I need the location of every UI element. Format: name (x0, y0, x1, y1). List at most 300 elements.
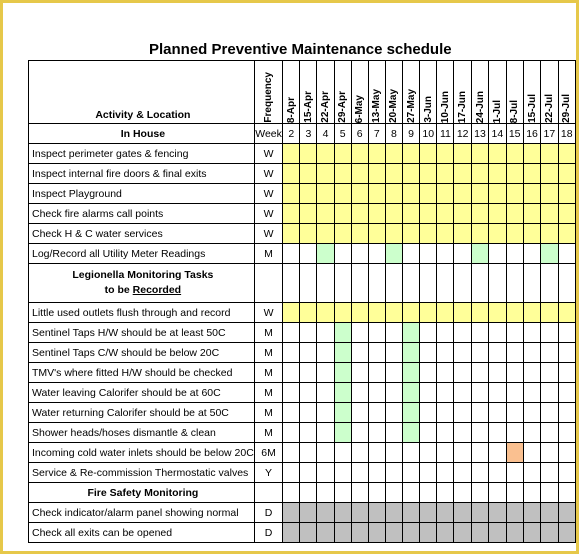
schedule-cell[interactable] (454, 403, 471, 423)
scheduled-cell[interactable] (402, 383, 419, 403)
schedule-cell[interactable] (523, 244, 540, 264)
scheduled-cell[interactable] (489, 204, 506, 224)
schedule-cell[interactable] (420, 244, 437, 264)
schedule-cell[interactable] (385, 323, 402, 343)
task-frequency[interactable]: D (254, 523, 283, 543)
schedule-cell[interactable] (471, 443, 488, 463)
schedule-cell[interactable] (283, 443, 300, 463)
scheduled-cell[interactable] (334, 164, 351, 184)
schedule-cell[interactable] (334, 443, 351, 463)
scheduled-cell[interactable] (300, 523, 317, 543)
scheduled-cell[interactable] (558, 303, 575, 323)
scheduled-cell[interactable] (351, 164, 368, 184)
empty-cell[interactable] (489, 483, 506, 503)
scheduled-cell[interactable] (541, 164, 558, 184)
schedule-cell[interactable] (541, 463, 558, 483)
schedule-cell[interactable] (558, 423, 575, 443)
schedule-cell[interactable] (523, 383, 540, 403)
schedule-cell[interactable] (368, 343, 385, 363)
schedule-cell[interactable] (437, 323, 454, 343)
schedule-cell[interactable] (506, 244, 523, 264)
scheduled-cell[interactable] (471, 184, 488, 204)
empty-cell[interactable] (541, 483, 558, 503)
schedule-cell[interactable] (300, 363, 317, 383)
scheduled-cell[interactable] (368, 523, 385, 543)
scheduled-cell[interactable] (489, 503, 506, 523)
empty-cell[interactable] (317, 483, 334, 503)
scheduled-cell[interactable] (334, 303, 351, 323)
scheduled-cell[interactable] (368, 204, 385, 224)
scheduled-cell[interactable] (523, 144, 540, 164)
schedule-cell[interactable] (334, 463, 351, 483)
schedule-cell[interactable] (351, 443, 368, 463)
empty-cell[interactable] (541, 264, 558, 303)
schedule-cell[interactable] (300, 463, 317, 483)
schedule-cell[interactable] (420, 423, 437, 443)
schedule-cell[interactable] (437, 343, 454, 363)
scheduled-cell[interactable] (523, 184, 540, 204)
schedule-cell[interactable] (437, 423, 454, 443)
scheduled-cell[interactable] (317, 204, 334, 224)
schedule-cell[interactable] (489, 423, 506, 443)
scheduled-cell[interactable] (471, 303, 488, 323)
scheduled-cell[interactable] (283, 184, 300, 204)
schedule-cell[interactable] (437, 244, 454, 264)
scheduled-cell[interactable] (385, 523, 402, 543)
empty-cell[interactable] (283, 264, 300, 303)
schedule-cell[interactable] (351, 363, 368, 383)
scheduled-cell[interactable] (558, 164, 575, 184)
schedule-cell[interactable] (541, 443, 558, 463)
scheduled-cell[interactable] (437, 204, 454, 224)
schedule-cell[interactable] (368, 323, 385, 343)
task-activity[interactable]: Inspect internal fire doors & final exits (29, 164, 255, 184)
schedule-cell[interactable] (471, 343, 488, 363)
schedule-cell[interactable] (420, 323, 437, 343)
scheduled-cell[interactable] (351, 144, 368, 164)
schedule-cell[interactable] (489, 443, 506, 463)
scheduled-cell[interactable] (402, 323, 419, 343)
scheduled-cell[interactable] (385, 164, 402, 184)
task-activity[interactable]: Inspect perimeter gates & fencing (29, 144, 255, 164)
schedule-cell[interactable] (541, 343, 558, 363)
task-frequency[interactable]: D (254, 503, 283, 523)
scheduled-cell[interactable] (317, 184, 334, 204)
schedule-cell[interactable] (402, 443, 419, 463)
empty-cell[interactable] (283, 483, 300, 503)
empty-cell[interactable] (317, 264, 334, 303)
scheduled-cell[interactable] (385, 224, 402, 244)
scheduled-cell[interactable] (402, 523, 419, 543)
task-frequency[interactable]: M (254, 383, 283, 403)
schedule-cell[interactable] (351, 463, 368, 483)
scheduled-cell[interactable] (506, 184, 523, 204)
schedule-cell[interactable] (471, 363, 488, 383)
schedule-cell[interactable] (300, 383, 317, 403)
scheduled-cell[interactable] (523, 303, 540, 323)
schedule-cell[interactable] (385, 423, 402, 443)
scheduled-cell[interactable] (317, 144, 334, 164)
empty-cell[interactable] (300, 483, 317, 503)
scheduled-cell[interactable] (300, 184, 317, 204)
scheduled-cell[interactable] (402, 164, 419, 184)
schedule-cell[interactable] (283, 463, 300, 483)
schedule-cell[interactable] (283, 403, 300, 423)
schedule-cell[interactable] (454, 343, 471, 363)
scheduled-cell[interactable] (471, 224, 488, 244)
schedule-cell[interactable] (437, 383, 454, 403)
scheduled-cell[interactable] (283, 303, 300, 323)
scheduled-cell[interactable] (402, 204, 419, 224)
scheduled-cell[interactable] (558, 523, 575, 543)
schedule-cell[interactable] (385, 443, 402, 463)
scheduled-cell[interactable] (541, 184, 558, 204)
empty-cell[interactable] (523, 264, 540, 303)
scheduled-cell[interactable] (541, 303, 558, 323)
empty-cell[interactable] (437, 483, 454, 503)
schedule-cell[interactable] (368, 363, 385, 383)
schedule-cell[interactable] (558, 343, 575, 363)
scheduled-cell[interactable] (300, 204, 317, 224)
scheduled-cell[interactable] (334, 383, 351, 403)
scheduled-cell[interactable] (454, 184, 471, 204)
schedule-cell[interactable] (541, 323, 558, 343)
empty-cell[interactable] (420, 483, 437, 503)
schedule-cell[interactable] (489, 403, 506, 423)
scheduled-cell[interactable] (541, 503, 558, 523)
schedule-cell[interactable] (420, 443, 437, 463)
scheduled-cell[interactable] (385, 204, 402, 224)
empty-cell[interactable] (254, 264, 283, 303)
schedule-cell[interactable] (523, 403, 540, 423)
scheduled-cell[interactable] (317, 224, 334, 244)
task-frequency[interactable]: W (254, 164, 283, 184)
empty-cell[interactable] (454, 264, 471, 303)
schedule-cell[interactable] (283, 423, 300, 443)
scheduled-cell[interactable] (506, 224, 523, 244)
schedule-cell[interactable] (523, 323, 540, 343)
schedule-cell[interactable] (558, 443, 575, 463)
schedule-cell[interactable] (300, 323, 317, 343)
scheduled-cell[interactable] (541, 523, 558, 543)
scheduled-cell[interactable] (420, 224, 437, 244)
schedule-cell[interactable] (558, 363, 575, 383)
scheduled-cell[interactable] (471, 244, 488, 264)
scheduled-cell[interactable] (300, 503, 317, 523)
scheduled-cell[interactable] (351, 184, 368, 204)
scheduled-cell[interactable] (489, 224, 506, 244)
scheduled-cell[interactable] (506, 164, 523, 184)
scheduled-cell[interactable] (334, 343, 351, 363)
empty-cell[interactable] (300, 264, 317, 303)
scheduled-cell[interactable] (300, 144, 317, 164)
task-frequency[interactable]: M (254, 423, 283, 443)
schedule-cell[interactable] (317, 343, 334, 363)
scheduled-cell[interactable] (402, 403, 419, 423)
scheduled-cell[interactable] (523, 224, 540, 244)
schedule-cell[interactable] (489, 343, 506, 363)
empty-cell[interactable] (351, 264, 368, 303)
schedule-cell[interactable] (506, 423, 523, 443)
schedule-cell[interactable] (368, 443, 385, 463)
scheduled-cell[interactable] (385, 184, 402, 204)
schedule-cell[interactable] (420, 403, 437, 423)
task-activity[interactable]: Water returning Calorifer should be at 50C (29, 403, 255, 423)
schedule-cell[interactable] (420, 383, 437, 403)
scheduled-cell[interactable] (437, 224, 454, 244)
task-frequency[interactable]: M (254, 244, 283, 264)
scheduled-cell[interactable] (471, 204, 488, 224)
scheduled-cell[interactable] (300, 164, 317, 184)
scheduled-cell[interactable] (334, 503, 351, 523)
task-activity[interactable]: Inspect Playground (29, 184, 255, 204)
task-frequency[interactable]: W (254, 184, 283, 204)
task-frequency[interactable]: M (254, 363, 283, 383)
empty-cell[interactable] (368, 264, 385, 303)
schedule-cell[interactable] (506, 363, 523, 383)
schedule-cell[interactable] (351, 323, 368, 343)
scheduled-cell[interactable] (283, 164, 300, 184)
scheduled-cell[interactable] (558, 224, 575, 244)
scheduled-cell[interactable] (402, 343, 419, 363)
schedule-cell[interactable] (368, 244, 385, 264)
empty-cell[interactable] (334, 483, 351, 503)
schedule-cell[interactable] (489, 383, 506, 403)
empty-cell[interactable] (523, 483, 540, 503)
scheduled-cell[interactable] (437, 303, 454, 323)
scheduled-cell[interactable] (506, 204, 523, 224)
schedule-cell[interactable] (471, 423, 488, 443)
empty-cell[interactable] (454, 483, 471, 503)
scheduled-cell[interactable] (506, 503, 523, 523)
schedule-cell[interactable] (351, 383, 368, 403)
scheduled-cell[interactable] (300, 224, 317, 244)
scheduled-cell[interactable] (506, 443, 523, 463)
schedule-cell[interactable] (283, 383, 300, 403)
task-activity[interactable]: Log/Record all Utility Meter Readings (29, 244, 255, 264)
schedule-cell[interactable] (317, 443, 334, 463)
scheduled-cell[interactable] (471, 523, 488, 543)
schedule-cell[interactable] (385, 363, 402, 383)
schedule-cell[interactable] (300, 403, 317, 423)
scheduled-cell[interactable] (351, 204, 368, 224)
scheduled-cell[interactable] (454, 164, 471, 184)
scheduled-cell[interactable] (454, 503, 471, 523)
scheduled-cell[interactable] (437, 164, 454, 184)
schedule-cell[interactable] (506, 383, 523, 403)
schedule-cell[interactable] (420, 463, 437, 483)
schedule-cell[interactable] (506, 343, 523, 363)
scheduled-cell[interactable] (437, 523, 454, 543)
schedule-cell[interactable] (454, 423, 471, 443)
schedule-cell[interactable] (283, 244, 300, 264)
schedule-cell[interactable] (541, 383, 558, 403)
schedule-cell[interactable] (558, 383, 575, 403)
schedule-cell[interactable] (437, 403, 454, 423)
scheduled-cell[interactable] (506, 144, 523, 164)
schedule-cell[interactable] (300, 423, 317, 443)
scheduled-cell[interactable] (402, 144, 419, 164)
schedule-cell[interactable] (506, 323, 523, 343)
schedule-cell[interactable] (454, 323, 471, 343)
schedule-cell[interactable] (454, 363, 471, 383)
schedule-cell[interactable] (402, 244, 419, 264)
scheduled-cell[interactable] (385, 144, 402, 164)
schedule-cell[interactable] (437, 443, 454, 463)
scheduled-cell[interactable] (420, 303, 437, 323)
scheduled-cell[interactable] (437, 503, 454, 523)
scheduled-cell[interactable] (402, 224, 419, 244)
schedule-cell[interactable] (471, 323, 488, 343)
scheduled-cell[interactable] (420, 144, 437, 164)
scheduled-cell[interactable] (283, 224, 300, 244)
schedule-cell[interactable] (385, 343, 402, 363)
scheduled-cell[interactable] (471, 503, 488, 523)
schedule-cell[interactable] (368, 383, 385, 403)
scheduled-cell[interactable] (334, 363, 351, 383)
empty-cell[interactable] (351, 483, 368, 503)
scheduled-cell[interactable] (523, 523, 540, 543)
empty-cell[interactable] (254, 483, 283, 503)
schedule-cell[interactable] (351, 423, 368, 443)
scheduled-cell[interactable] (368, 144, 385, 164)
schedule-cell[interactable] (300, 244, 317, 264)
schedule-cell[interactable] (300, 343, 317, 363)
schedule-cell[interactable] (368, 403, 385, 423)
schedule-cell[interactable] (317, 323, 334, 343)
empty-cell[interactable] (385, 483, 402, 503)
task-activity[interactable]: Check indicator/alarm panel showing normal (29, 503, 255, 523)
scheduled-cell[interactable] (334, 403, 351, 423)
schedule-cell[interactable] (489, 323, 506, 343)
scheduled-cell[interactable] (558, 204, 575, 224)
task-activity[interactable]: Check fire alarms call points (29, 204, 255, 224)
schedule-cell[interactable] (420, 343, 437, 363)
schedule-cell[interactable] (471, 403, 488, 423)
task-frequency[interactable]: Y (254, 463, 283, 483)
scheduled-cell[interactable] (471, 144, 488, 164)
scheduled-cell[interactable] (334, 204, 351, 224)
scheduled-cell[interactable] (402, 503, 419, 523)
schedule-cell[interactable] (351, 244, 368, 264)
scheduled-cell[interactable] (558, 503, 575, 523)
scheduled-cell[interactable] (368, 164, 385, 184)
empty-cell[interactable] (506, 483, 523, 503)
scheduled-cell[interactable] (351, 503, 368, 523)
scheduled-cell[interactable] (300, 303, 317, 323)
empty-cell[interactable] (471, 483, 488, 503)
task-frequency[interactable]: 6M (254, 443, 283, 463)
schedule-cell[interactable] (558, 463, 575, 483)
empty-cell[interactable] (402, 264, 419, 303)
schedule-cell[interactable] (558, 323, 575, 343)
task-frequency[interactable]: M (254, 343, 283, 363)
schedule-cell[interactable] (471, 463, 488, 483)
schedule-cell[interactable] (317, 383, 334, 403)
scheduled-cell[interactable] (420, 503, 437, 523)
scheduled-cell[interactable] (385, 303, 402, 323)
schedule-cell[interactable] (351, 343, 368, 363)
schedule-cell[interactable] (454, 463, 471, 483)
schedule-cell[interactable] (437, 463, 454, 483)
schedule-cell[interactable] (558, 244, 575, 264)
schedule-cell[interactable] (523, 463, 540, 483)
task-frequency[interactable]: M (254, 403, 283, 423)
scheduled-cell[interactable] (523, 503, 540, 523)
scheduled-cell[interactable] (506, 523, 523, 543)
scheduled-cell[interactable] (385, 244, 402, 264)
scheduled-cell[interactable] (437, 144, 454, 164)
scheduled-cell[interactable] (334, 224, 351, 244)
scheduled-cell[interactable] (420, 523, 437, 543)
scheduled-cell[interactable] (283, 144, 300, 164)
scheduled-cell[interactable] (402, 184, 419, 204)
scheduled-cell[interactable] (334, 523, 351, 543)
scheduled-cell[interactable] (454, 224, 471, 244)
schedule-cell[interactable] (523, 363, 540, 383)
scheduled-cell[interactable] (454, 523, 471, 543)
schedule-cell[interactable] (489, 463, 506, 483)
schedule-cell[interactable] (523, 423, 540, 443)
scheduled-cell[interactable] (541, 204, 558, 224)
scheduled-cell[interactable] (541, 244, 558, 264)
scheduled-cell[interactable] (283, 503, 300, 523)
scheduled-cell[interactable] (558, 184, 575, 204)
scheduled-cell[interactable] (334, 144, 351, 164)
schedule-cell[interactable] (317, 423, 334, 443)
scheduled-cell[interactable] (402, 363, 419, 383)
scheduled-cell[interactable] (283, 204, 300, 224)
scheduled-cell[interactable] (368, 184, 385, 204)
scheduled-cell[interactable] (506, 303, 523, 323)
schedule-cell[interactable] (523, 443, 540, 463)
scheduled-cell[interactable] (351, 303, 368, 323)
scheduled-cell[interactable] (489, 523, 506, 543)
empty-cell[interactable] (489, 264, 506, 303)
schedule-cell[interactable] (420, 363, 437, 383)
task-frequency[interactable]: W (254, 144, 283, 164)
task-activity[interactable]: Water leaving Calorifer should be at 60C (29, 383, 255, 403)
schedule-cell[interactable] (454, 244, 471, 264)
scheduled-cell[interactable] (489, 303, 506, 323)
scheduled-cell[interactable] (541, 144, 558, 164)
empty-cell[interactable] (385, 264, 402, 303)
scheduled-cell[interactable] (402, 423, 419, 443)
schedule-cell[interactable] (351, 403, 368, 423)
scheduled-cell[interactable] (541, 224, 558, 244)
scheduled-cell[interactable] (334, 423, 351, 443)
schedule-cell[interactable] (541, 363, 558, 383)
schedule-cell[interactable] (317, 463, 334, 483)
task-frequency[interactable]: M (254, 323, 283, 343)
task-activity[interactable]: Sentinel Taps H/W should be at least 50C (29, 323, 255, 343)
schedule-cell[interactable] (454, 443, 471, 463)
scheduled-cell[interactable] (334, 323, 351, 343)
empty-cell[interactable] (437, 264, 454, 303)
scheduled-cell[interactable] (558, 144, 575, 164)
scheduled-cell[interactable] (420, 204, 437, 224)
empty-cell[interactable] (558, 483, 575, 503)
schedule-cell[interactable] (368, 423, 385, 443)
schedule-cell[interactable] (283, 363, 300, 383)
schedule-cell[interactable] (385, 403, 402, 423)
scheduled-cell[interactable] (283, 523, 300, 543)
scheduled-cell[interactable] (351, 523, 368, 543)
scheduled-cell[interactable] (420, 184, 437, 204)
schedule-cell[interactable] (385, 463, 402, 483)
schedule-cell[interactable] (334, 244, 351, 264)
task-activity[interactable]: Little used outlets flush through and record (29, 303, 255, 323)
